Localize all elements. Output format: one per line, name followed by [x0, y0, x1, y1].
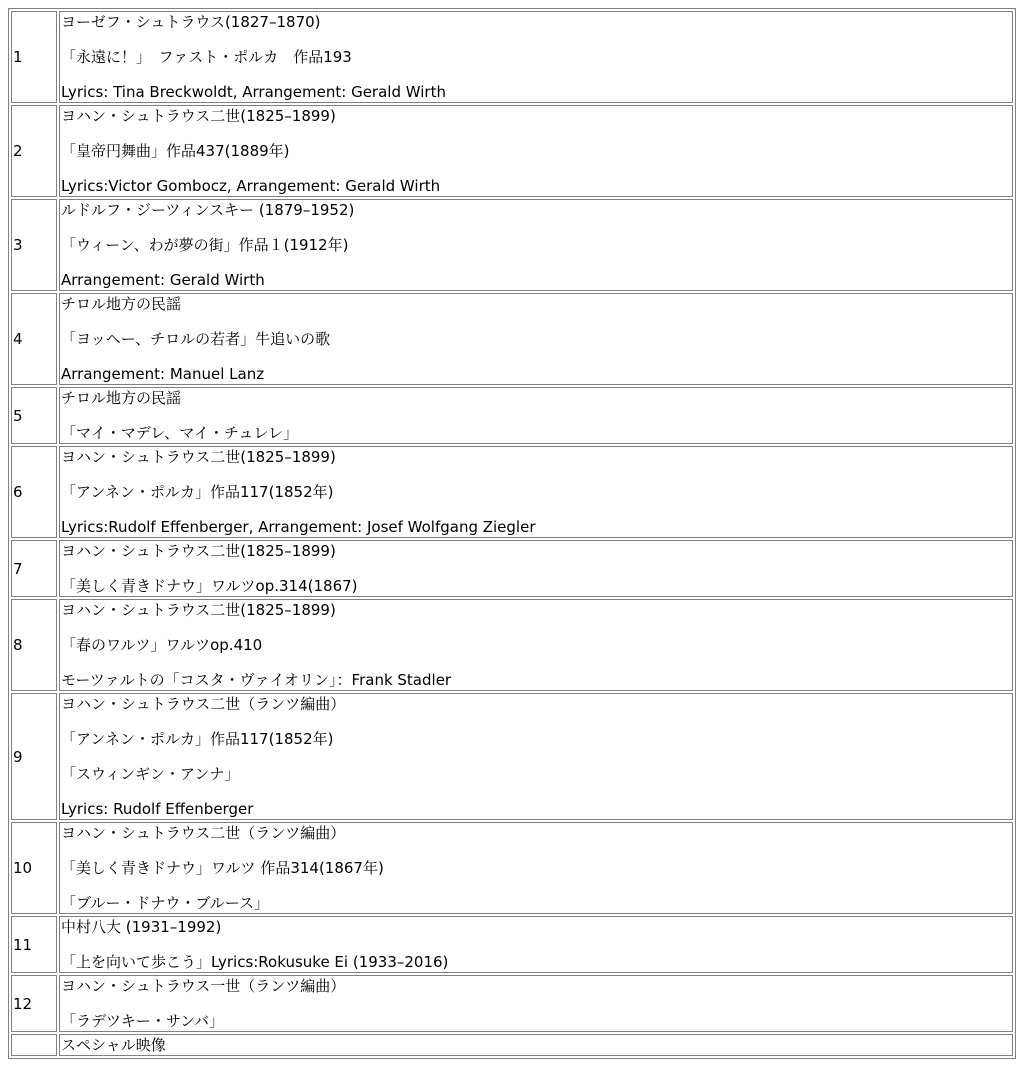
program-row	[11, 1034, 1013, 1056]
row-number: 10	[11, 822, 57, 914]
composer-line: ヨーゼフ・シュトラウス(1827–1870)	[61, 13, 321, 31]
row-content	[59, 822, 1013, 914]
composer-line: ヨハン・シュトラウス二世（ランツ編曲）	[61, 695, 346, 713]
piece-detail-line: 「ブルー・ドナウ・ブルース」	[61, 894, 270, 912]
row-content	[59, 11, 1013, 103]
piece-detail-line: 「アンネン・ポルカ」作品117(1852年)	[61, 730, 334, 748]
row-number: 12	[11, 975, 57, 1032]
program-row	[11, 199, 1013, 291]
row-number: 5	[11, 387, 57, 444]
piece-detail-line: Lyrics: Rudolf Effenberger	[61, 800, 254, 818]
program-row	[11, 599, 1013, 691]
row-content	[59, 446, 1013, 538]
program-row	[11, 11, 1013, 103]
row-content	[59, 387, 1013, 444]
piece-detail-line: 「上を向いて歩こう」Lyrics:Rokusuke Ei (1933–2016)	[61, 953, 449, 971]
piece-detail-line: Arrangement: Manuel Lanz	[61, 365, 265, 383]
program-row	[11, 693, 1013, 820]
row-content	[59, 105, 1013, 197]
row-content	[59, 1034, 1013, 1056]
piece-detail-line: 「アンネン・ポルカ」作品117(1852年)	[61, 483, 334, 501]
piece-detail-line: 「永遠に！」 ファスト・ポルカ 作品193	[61, 48, 352, 66]
row-content	[59, 599, 1013, 691]
composer-line: チロル地方の民謡	[61, 295, 182, 313]
composer-line: チロル地方の民謡	[61, 389, 182, 407]
program-row	[11, 446, 1013, 538]
piece-detail-line: 「春のワルツ」ワルツop.410	[61, 636, 263, 654]
row-number	[11, 1034, 57, 1056]
program-row	[11, 822, 1013, 914]
row-number: 8	[11, 599, 57, 691]
composer-line: ヨハン・シュトラウス二世（ランツ編曲）	[61, 824, 346, 842]
piece-detail-line: 「美しく青きドナウ」ワルツop.314(1867)	[61, 577, 358, 595]
piece-detail-line: 「スウィンギン・アンナ」	[61, 765, 240, 783]
row-number: 4	[11, 293, 57, 385]
piece-detail-line: Arrangement: Gerald Wirth	[61, 271, 265, 289]
row-content	[59, 540, 1013, 597]
row-number: 6	[11, 446, 57, 538]
piece-detail-line: Lyrics:Victor Gombocz, Arrangement: Gerald Wirth	[61, 177, 441, 195]
row-content	[59, 916, 1013, 973]
piece-detail-line: 「ラデツキー・サンバ」	[61, 1012, 225, 1030]
row-content	[59, 975, 1013, 1032]
composer-line: ヨハン・シュトラウス二世(1825–1899)	[61, 601, 336, 619]
composer-line: ヨハン・シュトラウス一世（ランツ編曲）	[61, 977, 346, 995]
row-number: 9	[11, 693, 57, 820]
row-number: 11	[11, 916, 57, 973]
program-row	[11, 975, 1013, 1032]
piece-detail-line: 「ウィーン、わが夢の街」作品１(1912年)	[61, 236, 349, 254]
row-content	[59, 293, 1013, 385]
program-row	[11, 916, 1013, 973]
composer-line: ルドルフ・ジーツィンスキー (1879–1952)	[61, 201, 355, 219]
program-row	[11, 105, 1013, 197]
composer-line: 中村八大 (1931–1992)	[61, 918, 222, 936]
piece-detail-line: 「マイ・マデレ、マイ・チュレレ」	[61, 424, 299, 442]
row-number: 3	[11, 199, 57, 291]
program-table	[8, 8, 1016, 1059]
piece-detail-line: Lyrics:Rudolf Effenberger, Arrangement: Josef Wolfgang Ziegler	[61, 518, 536, 536]
program-row	[11, 387, 1013, 444]
composer-line: ヨハン・シュトラウス二世(1825–1899)	[61, 107, 336, 125]
piece-detail-line: Lyrics: Tina Breckwoldt, Arrangement: Gerald Wirth	[61, 83, 446, 101]
row-content	[59, 693, 1013, 820]
program-row	[11, 540, 1013, 597]
piece-detail-line: 「美しく青きドナウ」ワルツ 作品314(1867年)	[61, 859, 384, 877]
program-row	[11, 293, 1013, 385]
row-number: 1	[11, 11, 57, 103]
composer-line: ヨハン・シュトラウス二世(1825–1899)	[61, 448, 336, 466]
program-table-body	[11, 11, 1013, 1056]
row-number: 7	[11, 540, 57, 597]
piece-detail-line: 「皇帝円舞曲」作品437(1889年)	[61, 142, 290, 160]
composer-line: ヨハン・シュトラウス二世(1825–1899)	[61, 542, 336, 560]
piece-detail-line: 「ヨッヘー、チロルの若者」牛追いの歌	[61, 330, 331, 348]
row-content	[59, 199, 1013, 291]
piece-detail-line: モーツァルトの「コスタ・ヴァイオリン」：Frank Stadler	[61, 671, 452, 689]
composer-line: スペシャル映像	[61, 1036, 166, 1054]
row-number: 2	[11, 105, 57, 197]
